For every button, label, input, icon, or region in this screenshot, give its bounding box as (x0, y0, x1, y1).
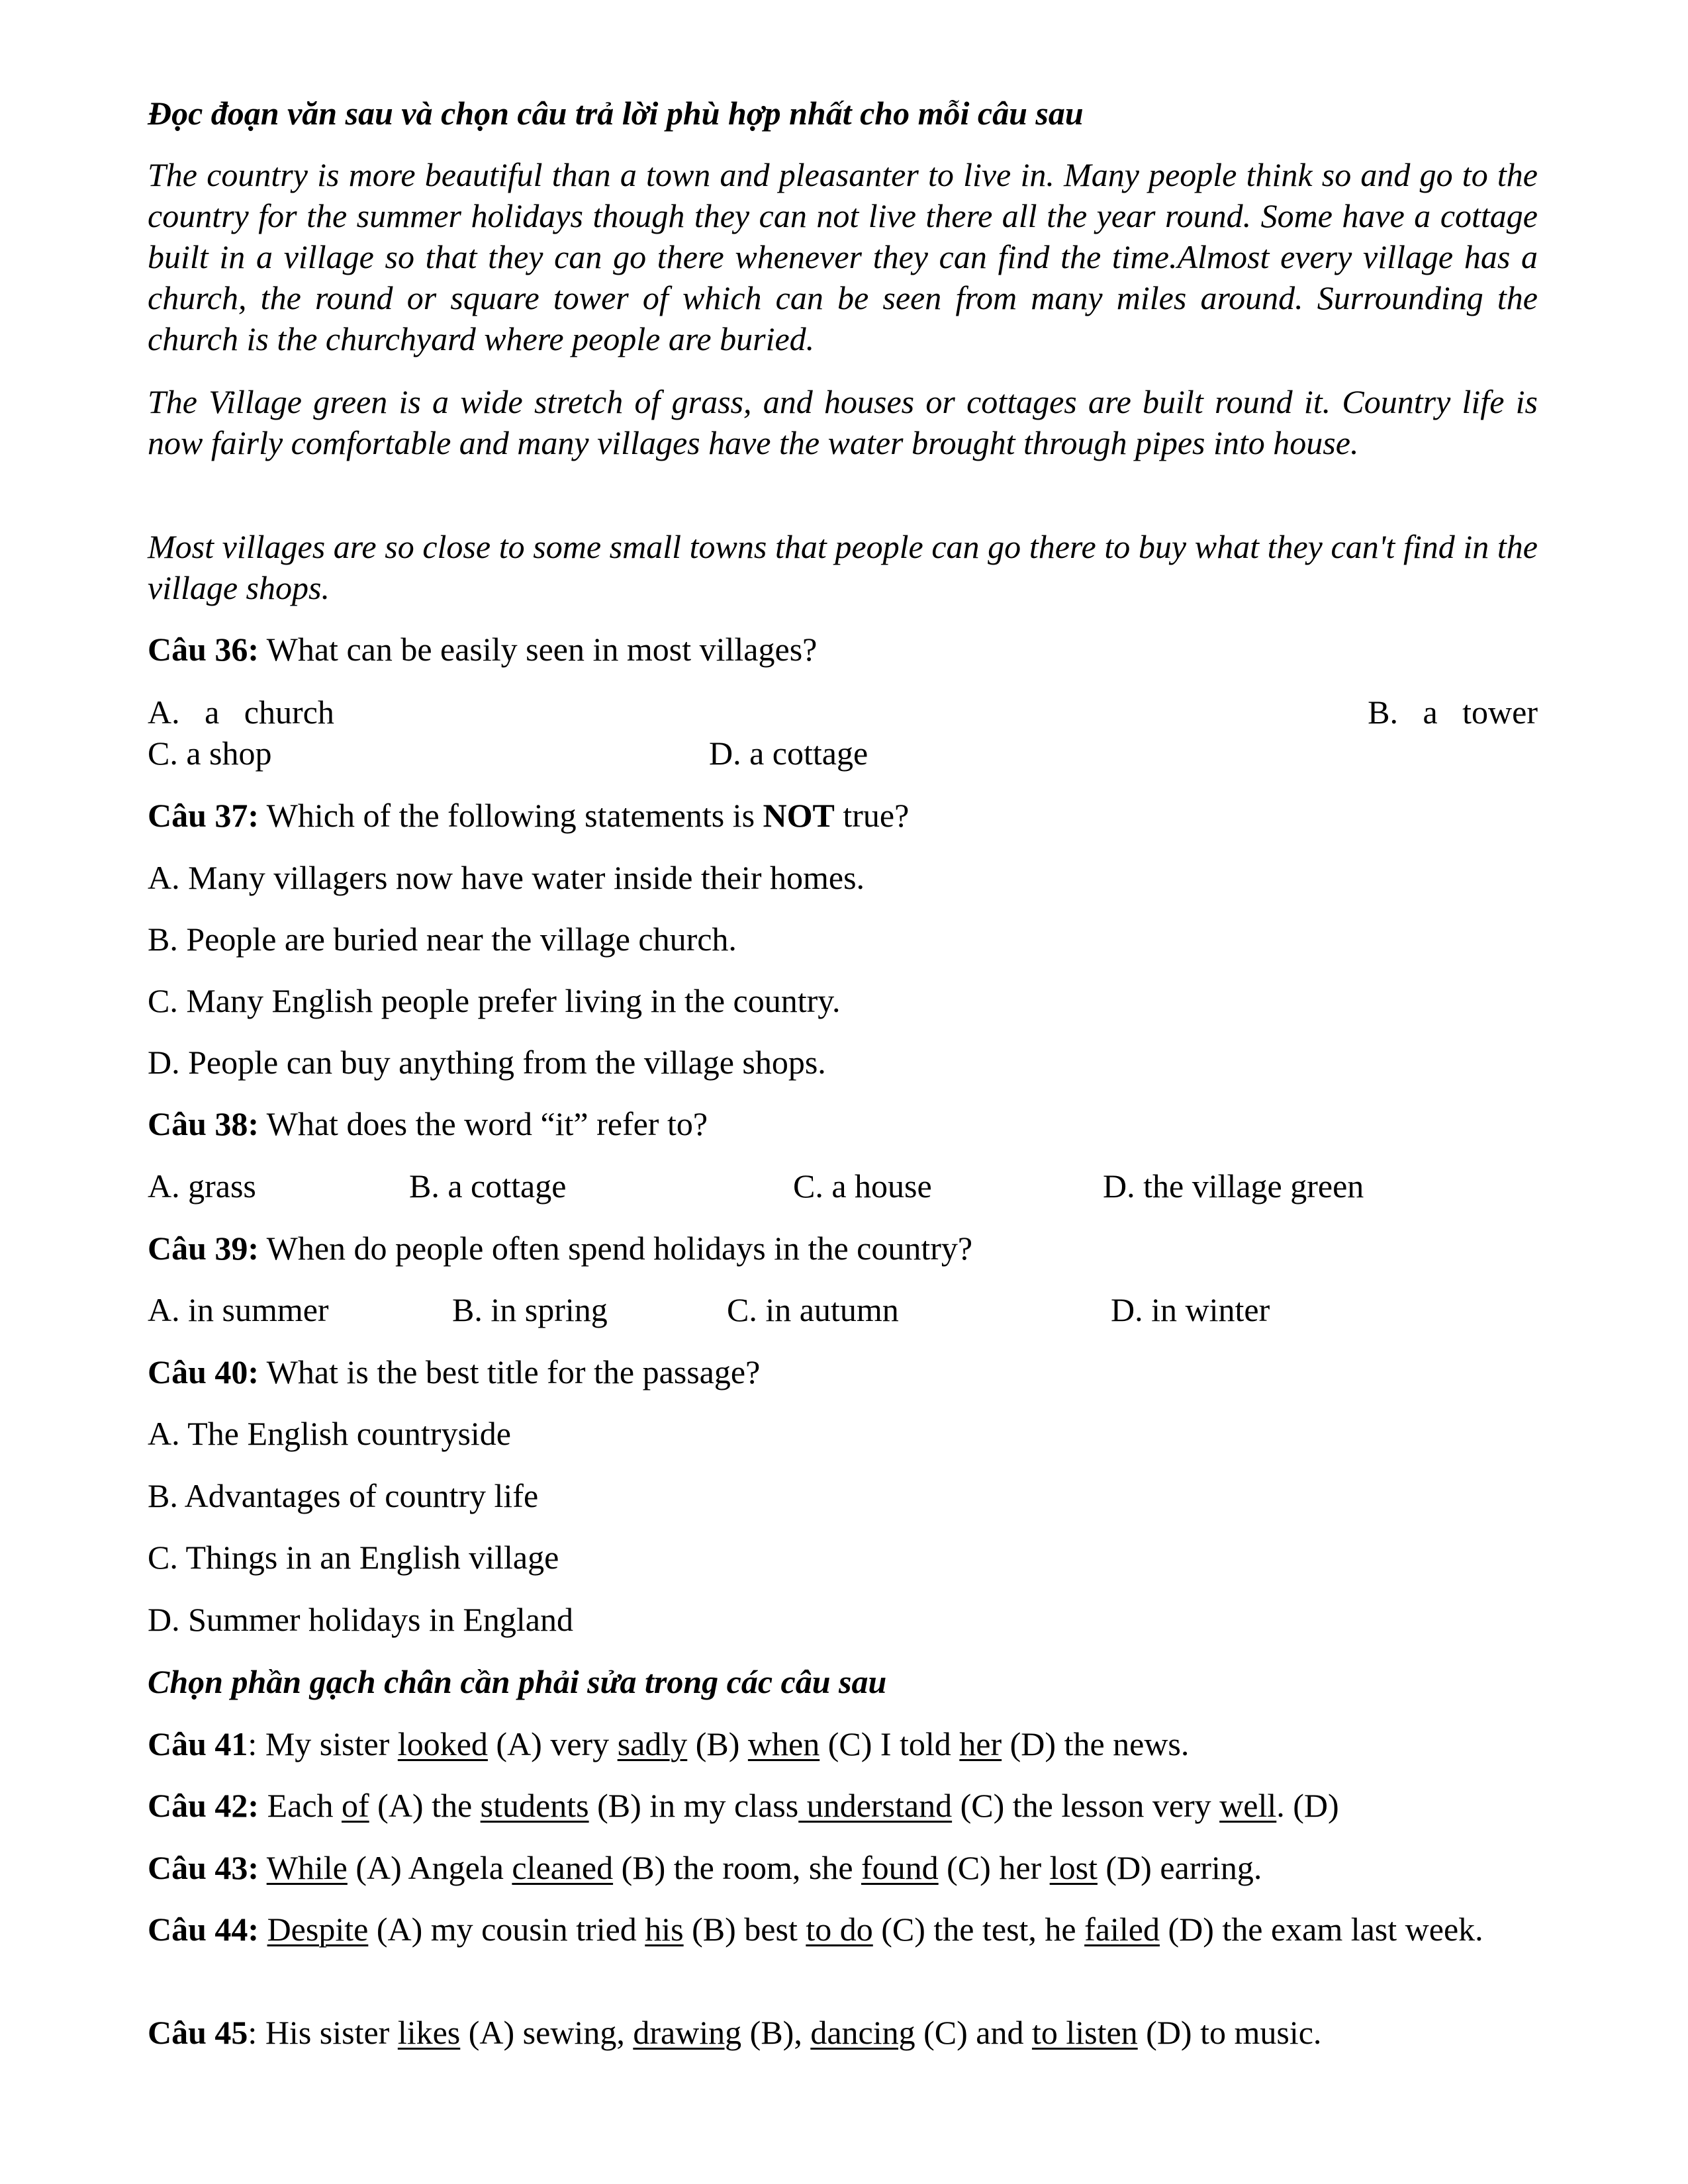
q36-option-b[interactable]: B. a tower (1368, 694, 1538, 731)
sentence-text: (A) my cousin tried (368, 1911, 645, 1948)
question-text: When do people often spend holidays in the country? (259, 1230, 973, 1267)
underlined-part-c[interactable]: dancing (810, 2014, 915, 2051)
underlined-part-d[interactable]: her (959, 1725, 1002, 1762)
underlined-part-c[interactable]: found (861, 1849, 939, 1886)
q38-option-c[interactable]: C. a house (793, 1167, 932, 1205)
sentence-text: (A) the (369, 1787, 481, 1824)
q39-options (148, 1289, 1538, 1330)
sentence-text: . (D) (1276, 1787, 1339, 1824)
sentence-text: (A) very (487, 1725, 618, 1762)
sentence-text: (D) to music. (1137, 2014, 1322, 2051)
question-text: Which of the following statements is (259, 797, 763, 834)
q37-option-d[interactable]: D. People can buy anything from the village shops. (148, 1044, 826, 1081)
underlined-part-d[interactable]: failed (1084, 1911, 1160, 1948)
question-43 (148, 1847, 1262, 1888)
sentence-text: (A) sewing, (460, 2014, 633, 2051)
q40-option-a[interactable]: A. The English countryside (148, 1415, 511, 1452)
q38-option-b[interactable]: B. a cottage (409, 1167, 567, 1205)
passage-paragraph-3: Most villages are so close to some small towns that people can go there to buy what they can't find in the village shops. (148, 528, 1538, 606)
sentence-text: (D) the news. (1002, 1725, 1190, 1762)
sentence-text: Each (259, 1787, 342, 1824)
q39-option-c[interactable]: C. in autumn (727, 1291, 899, 1328)
sentence-text: (C) the lesson very (952, 1787, 1220, 1824)
q36-option-a[interactable]: A. a church (148, 694, 334, 731)
q38-option-a[interactable]: A. grass (148, 1167, 256, 1205)
sentence-text: : My sister (248, 1725, 398, 1762)
question-label: Câu 38: (148, 1105, 259, 1142)
question-text: What does the word “it” refer to? (259, 1105, 708, 1142)
question-42 (148, 1785, 1339, 1826)
underlined-part-c[interactable]: when (747, 1725, 820, 1762)
sentence-text: (B), (741, 2014, 811, 2051)
underlined-part-a[interactable]: likes (397, 2014, 461, 2051)
sentence-text: (B) the room, she (613, 1849, 862, 1886)
question-text: What can be easily seen in most villages? (259, 631, 818, 668)
question-44 (148, 1909, 1538, 1950)
q39-option-d[interactable]: D. in winter (1111, 1291, 1270, 1328)
question-label: Câu 40: (148, 1353, 259, 1390)
sentence-text: (C) and (915, 2014, 1032, 2051)
underlined-part-d[interactable]: lost (1049, 1849, 1098, 1886)
passage-paragraph-2: The Village green is a wide stretch of grass, and houses or cottages are built round it. Country life is now fairly comfortable and many villages have the water brought through pipes into house. (148, 383, 1538, 461)
question-41 (148, 1723, 1189, 1764)
sentence-text: (C) her (938, 1849, 1050, 1886)
q36-option-c[interactable]: C. a shop (148, 735, 272, 772)
q40-option-c[interactable]: C. Things in an English village (148, 1539, 559, 1576)
q39-option-b[interactable]: B. in spring (452, 1291, 608, 1328)
underlined-part-a[interactable]: Despite (267, 1911, 369, 1948)
question-label: Câu 43: (148, 1849, 259, 1886)
question-emphasis: NOT (763, 797, 835, 834)
sentence-text: (C) the test, he (872, 1911, 1085, 1948)
question-text: What is the best title for the passage? (259, 1353, 761, 1390)
underlined-part-b[interactable]: students (480, 1787, 589, 1824)
question-label: Câu 37: (148, 797, 259, 834)
underlined-part-b[interactable]: sadly (617, 1725, 688, 1762)
question-label: Câu 39: (148, 1230, 259, 1267)
underlined-part-b[interactable]: cleaned (512, 1849, 614, 1886)
underlined-part-a[interactable]: of (342, 1787, 369, 1824)
underlined-part-c[interactable]: understand (798, 1787, 953, 1824)
sentence-text: (C) I told (820, 1725, 960, 1762)
question-label: Câu 44: (148, 1911, 259, 1948)
sentence-text (259, 1849, 267, 1886)
q36-option-d[interactable]: D. a cottage (709, 735, 868, 772)
q37-option-b[interactable]: B. People are buried near the village church. (148, 921, 737, 958)
sentence-text: (D) earring. (1097, 1849, 1262, 1886)
sentence-text: (B) in my class (588, 1787, 799, 1824)
underlined-part-b[interactable]: drawing (633, 2014, 742, 2051)
question-38 (148, 1103, 708, 1144)
question-label: Câu 42: (148, 1787, 259, 1824)
question-label: Câu 45 (148, 2014, 248, 2051)
question-36 (148, 629, 817, 670)
question-37 (148, 795, 909, 836)
question-40 (148, 1351, 760, 1392)
q39-option-a[interactable]: A. in summer (148, 1291, 329, 1328)
underlined-part-d[interactable]: well (1219, 1787, 1277, 1824)
q36-options-row-1 (148, 692, 1538, 733)
question-label: Câu 41 (148, 1725, 248, 1762)
error-section-heading: Chọn phần gạch chân cần phải sửa trong các câu sau (148, 1663, 887, 1700)
q37-option-a[interactable]: A. Many villagers now have water inside their homes. (148, 859, 865, 896)
underlined-part-a[interactable]: looked (397, 1725, 488, 1762)
underlined-part-c[interactable]: to do (806, 1911, 873, 1948)
reading-heading: Đọc đoạn văn sau và chọn câu trả lời phù hợp nhất cho mỗi câu sau (148, 95, 1084, 132)
question-39 (148, 1228, 972, 1269)
sentence-text: : His sister (248, 2014, 398, 2051)
q40-option-d[interactable]: D. Summer holidays in England (148, 1601, 573, 1638)
sentence-text: (D) the exam last week. (1159, 1911, 1483, 1948)
underlined-part-b[interactable]: his (645, 1911, 684, 1948)
question-text-end: true? (834, 797, 910, 834)
sentence-text: (B) (687, 1725, 748, 1762)
q36-options-row-2 (148, 733, 1538, 774)
q38-option-d[interactable]: D. the village green (1103, 1167, 1364, 1205)
underlined-part-a[interactable]: While (266, 1849, 348, 1886)
q37-option-c[interactable]: C. Many English people prefer living in the country. (148, 982, 841, 1019)
question-label: Câu 36: (148, 631, 259, 668)
sentence-text: (A) Angela (347, 1849, 512, 1886)
q38-options (148, 1165, 1538, 1206)
passage-paragraph-1: The country is more beautiful than a town and pleasanter to live in. Many people think so and go to the country for the summer holidays though they can not live there all the year round. Some have a cottage built in a village so that they can go there whenever they can find the time.Almost every village has a church, the round or square tower of which can be seen from many miles around. Surrounding the church is the churchyard where people are buried. (148, 156, 1538, 357)
sentence-text: (B) best (683, 1911, 806, 1948)
q40-option-b[interactable]: B. Advantages of country life (148, 1477, 539, 1514)
question-45 (148, 2012, 1321, 2053)
sentence-text (259, 1911, 267, 1948)
underlined-part-d[interactable]: to listen (1031, 2014, 1138, 2051)
